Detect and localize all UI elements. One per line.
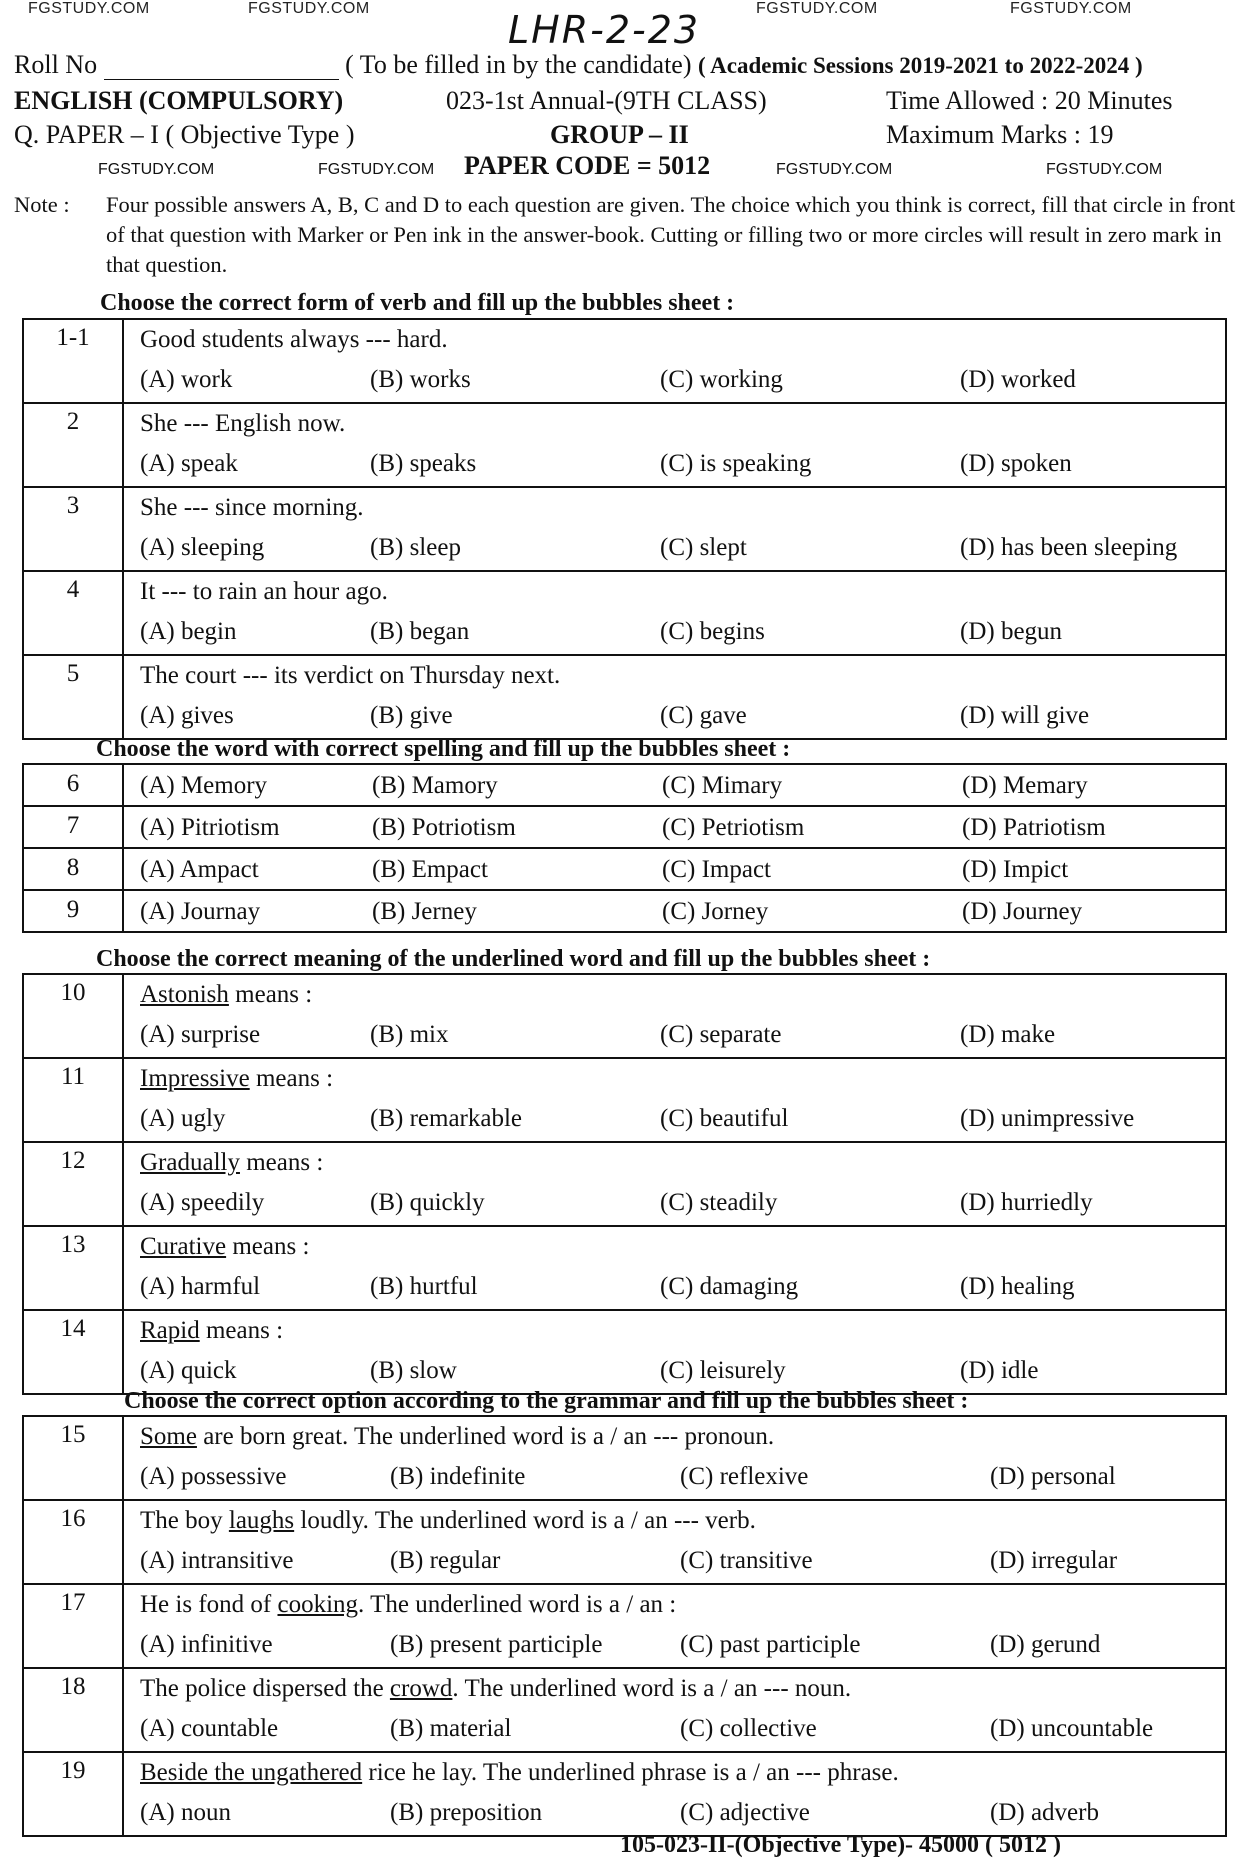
- paper-type: Q. PAPER – I ( Objective Type ): [14, 120, 355, 149]
- questions-table-grammar: [22, 1415, 1227, 1837]
- option-a: (A) Ampact: [140, 856, 259, 883]
- option-d: (D) Memary: [962, 772, 1088, 799]
- option-b: (B) speaks: [370, 450, 477, 477]
- question-number: 10: [23, 974, 123, 1058]
- option-d: (D) has been sleeping: [960, 534, 1178, 561]
- option-c: (C) collective: [680, 1715, 817, 1742]
- question-number: 6: [23, 764, 123, 806]
- question-row: [23, 1310, 1226, 1394]
- question-number: 19: [23, 1752, 123, 1836]
- option-b: (B) remarkable: [370, 1105, 523, 1132]
- option-d: (D) uncountable: [990, 1715, 1154, 1742]
- question-number: 9: [23, 890, 123, 932]
- option-a: (A) Journay: [140, 898, 261, 925]
- option-c: (C) leisurely: [660, 1357, 786, 1384]
- question-number: 13: [23, 1226, 123, 1310]
- paper-code: PAPER CODE = 5012: [464, 151, 711, 180]
- question-number: 8: [23, 848, 123, 890]
- question-stem: She --- since morning.: [140, 494, 364, 521]
- option-b: (B) preposition: [390, 1799, 543, 1826]
- option-b: (B) give: [370, 702, 453, 729]
- questions-table-verbs: [22, 318, 1227, 740]
- question-row: [23, 319, 1226, 403]
- question-stem: Astonish means :: [140, 981, 313, 1008]
- header-line-2: [14, 86, 1236, 116]
- option-a: (A) intransitive: [140, 1547, 294, 1574]
- option-c: (C) is speaking: [660, 450, 812, 477]
- option-d: (D) will give: [960, 702, 1090, 729]
- option-d: (D) idle: [960, 1357, 1039, 1384]
- option-d: (D) hurriedly: [960, 1189, 1093, 1216]
- option-b: (B) material: [390, 1715, 512, 1742]
- question-row: [23, 1058, 1226, 1142]
- question-row: [23, 487, 1226, 571]
- question-number: 12: [23, 1142, 123, 1226]
- question-row: [23, 571, 1226, 655]
- option-d: (D) Impict: [962, 856, 1069, 883]
- roll-no-hint: ( To be filled in by the candidate): [345, 50, 692, 79]
- option-c: (C) past participle: [680, 1631, 861, 1658]
- option-b: (B) indefinite: [390, 1463, 526, 1490]
- option-a: (A) quick: [140, 1357, 237, 1384]
- option-b: (B) Empact: [372, 856, 488, 883]
- option-a: (A) speak: [140, 450, 238, 477]
- question-row: [23, 848, 1226, 890]
- option-a: (A) speedily: [140, 1189, 265, 1216]
- question-number: 18: [23, 1668, 123, 1752]
- option-b: (B) hurtful: [370, 1273, 478, 1300]
- watermark: FGSTUDY.COM: [756, 0, 878, 17]
- group: GROUP – II: [550, 120, 689, 149]
- option-d: (D) Journey: [962, 898, 1083, 925]
- question-row: [23, 403, 1226, 487]
- option-c: (C) slept: [660, 534, 747, 561]
- option-c: (C) transitive: [680, 1547, 813, 1574]
- question-number: 7: [23, 806, 123, 848]
- note-text: Four possible answers A, B, C and D to each question are given. The choice which you think is correct, fill that circle in front of that question with Marker or Pen ink in the answer-book. Cutting or filling two or more circles will result in zero mark in that question.: [106, 192, 1236, 277]
- option-b: (B) present participle: [390, 1631, 603, 1658]
- option-d: (D) spoken: [960, 450, 1072, 477]
- question-number: 15: [23, 1416, 123, 1500]
- option-b: (B) Mamory: [372, 772, 498, 799]
- option-d: (D) personal: [990, 1463, 1116, 1490]
- handwritten-code: LHR-2-23: [508, 8, 701, 52]
- footer-code: 105-023-II-(Objective Type)- 45000 ( 5012 ): [620, 1832, 1062, 1858]
- option-b: (B) began: [370, 618, 470, 645]
- option-a: (A) possessive: [140, 1463, 287, 1490]
- section-title-meanings: Choose the correct meaning of the underlined word and fill up the bubbles sheet :: [96, 946, 931, 972]
- option-d: (D) healing: [960, 1273, 1075, 1300]
- question-row: [23, 1584, 1226, 1668]
- option-a: (A) harmful: [140, 1273, 261, 1300]
- option-c: (C) Petriotism: [662, 814, 805, 841]
- question-row: [23, 1668, 1226, 1752]
- option-b: (B) quickly: [370, 1189, 485, 1216]
- max-marks: Maximum Marks : 19: [886, 120, 1114, 149]
- question-row: [23, 890, 1226, 932]
- question-number: 17: [23, 1584, 123, 1668]
- option-c: (C) Jorney: [662, 898, 769, 925]
- watermark: FGSTUDY.COM: [318, 161, 435, 178]
- question-number: 3: [23, 487, 123, 571]
- question-stem: Beside the ungathered rice he lay. The underlined phrase is a / an --- phrase.: [140, 1759, 899, 1786]
- question-number: 11: [23, 1058, 123, 1142]
- option-b: (B) mix: [370, 1021, 449, 1048]
- watermark: FGSTUDY.COM: [28, 0, 150, 17]
- option-a: (A) gives: [140, 702, 234, 729]
- option-d: (D) worked: [960, 366, 1076, 393]
- watermark: FGSTUDY.COM: [1046, 161, 1163, 178]
- header-line-3: [14, 120, 1236, 150]
- option-c: (C) damaging: [660, 1273, 799, 1300]
- option-d: (D) irregular: [990, 1547, 1118, 1574]
- note-label: Note :: [14, 192, 70, 217]
- question-stem: Curative means :: [140, 1233, 310, 1260]
- option-a: (A) noun: [140, 1799, 231, 1826]
- option-c: (C) beautiful: [660, 1105, 789, 1132]
- question-stem: The police dispersed the crowd. The underlined word is a / an --- noun.: [140, 1675, 852, 1702]
- option-a: (A) surprise: [140, 1021, 261, 1048]
- option-d: (D) make: [960, 1021, 1056, 1048]
- question-number: 2: [23, 403, 123, 487]
- option-d: (D) unimpressive: [960, 1105, 1135, 1132]
- watermark: FGSTUDY.COM: [248, 0, 370, 17]
- question-number: 16: [23, 1500, 123, 1584]
- option-a: (A) work: [140, 366, 233, 393]
- question-row: [23, 806, 1226, 848]
- option-d: (D) gerund: [990, 1631, 1101, 1658]
- question-number: 1-1: [23, 319, 123, 403]
- option-d: (D) adverb: [990, 1799, 1099, 1826]
- option-b: (B) Potriotism: [372, 814, 516, 841]
- option-a: (A) countable: [140, 1715, 279, 1742]
- question-stem: It --- to rain an hour ago.: [140, 578, 388, 605]
- option-c: (C) gave: [660, 702, 747, 729]
- header-line-1: [14, 50, 1236, 80]
- watermark: FGSTUDY.COM: [98, 161, 215, 178]
- option-c: (C) Impact: [662, 856, 771, 883]
- questions-table-spelling: [22, 763, 1227, 933]
- watermark: FGSTUDY.COM: [776, 161, 893, 178]
- sessions: ( Academic Sessions 2019-2021 to 2022-2024 ): [698, 53, 1143, 78]
- option-d: (D) begun: [960, 618, 1063, 645]
- question-stem: He is fond of cooking. The underlined word is a / an :: [140, 1591, 677, 1618]
- question-number: 4: [23, 571, 123, 655]
- questions-table-meanings: [22, 973, 1227, 1395]
- section-title-grammar: Choose the correct option according to the grammar and fill up the bubbles sheet :: [124, 1388, 969, 1414]
- option-c: (C) working: [660, 366, 783, 393]
- option-a: (A) Memory: [140, 772, 268, 799]
- option-a: (A) sleeping: [140, 534, 265, 561]
- watermark: FGSTUDY.COM: [1010, 0, 1132, 17]
- question-row: [23, 1752, 1226, 1836]
- option-c: (C) separate: [660, 1021, 782, 1048]
- question-number: 5: [23, 655, 123, 739]
- option-d: (D) Patriotism: [962, 814, 1106, 841]
- option-b: (B) Jerney: [372, 898, 477, 925]
- annual: 023-1st Annual-(9TH CLASS): [446, 86, 767, 115]
- option-a: (A) infinitive: [140, 1631, 273, 1658]
- question-row: [23, 974, 1226, 1058]
- option-a: (A) Pitriotism: [140, 814, 280, 841]
- question-stem: The court --- its verdict on Thursday next.: [140, 662, 561, 689]
- option-c: (C) begins: [660, 618, 765, 645]
- section-title-spelling: Choose the word with correct spelling and fill up the bubbles sheet :: [96, 736, 791, 762]
- question-row: [23, 1500, 1226, 1584]
- question-stem: Impressive means :: [140, 1065, 334, 1092]
- question-row: [23, 1142, 1226, 1226]
- option-a: (A) begin: [140, 618, 237, 645]
- question-stem: Some are born great. The underlined word is a / an --- pronoun.: [140, 1423, 775, 1450]
- subject: ENGLISH (COMPULSORY): [14, 86, 344, 115]
- option-c: (C) reflexive: [680, 1463, 809, 1490]
- option-a: (A) ugly: [140, 1105, 226, 1132]
- time-allowed: Time Allowed : 20 Minutes: [886, 86, 1173, 115]
- option-c: (C) Mimary: [662, 772, 783, 799]
- option-b: (B) sleep: [370, 534, 461, 561]
- question-stem: Good students always --- hard.: [140, 326, 448, 353]
- option-b: (B) works: [370, 366, 471, 393]
- option-c: (C) steadily: [660, 1189, 778, 1216]
- question-stem: Gradually means :: [140, 1149, 324, 1176]
- question-number: 14: [23, 1310, 123, 1394]
- question-stem: The boy laughs loudly. The underlined word is a / an --- verb.: [140, 1507, 756, 1534]
- question-stem: She --- English now.: [140, 410, 346, 437]
- option-c: (C) adjective: [680, 1799, 810, 1826]
- option-b: (B) slow: [370, 1357, 457, 1384]
- option-b: (B) regular: [390, 1547, 501, 1574]
- section-title-verbs: Choose the correct form of verb and fill up the bubbles sheet :: [100, 290, 735, 316]
- question-row: [23, 1416, 1226, 1500]
- question-stem: Rapid means :: [140, 1317, 284, 1344]
- question-row: [23, 655, 1226, 739]
- roll-no-line: [104, 57, 339, 80]
- question-row: [23, 1226, 1226, 1310]
- roll-no-label: Roll No: [14, 50, 98, 79]
- question-row: [23, 764, 1226, 806]
